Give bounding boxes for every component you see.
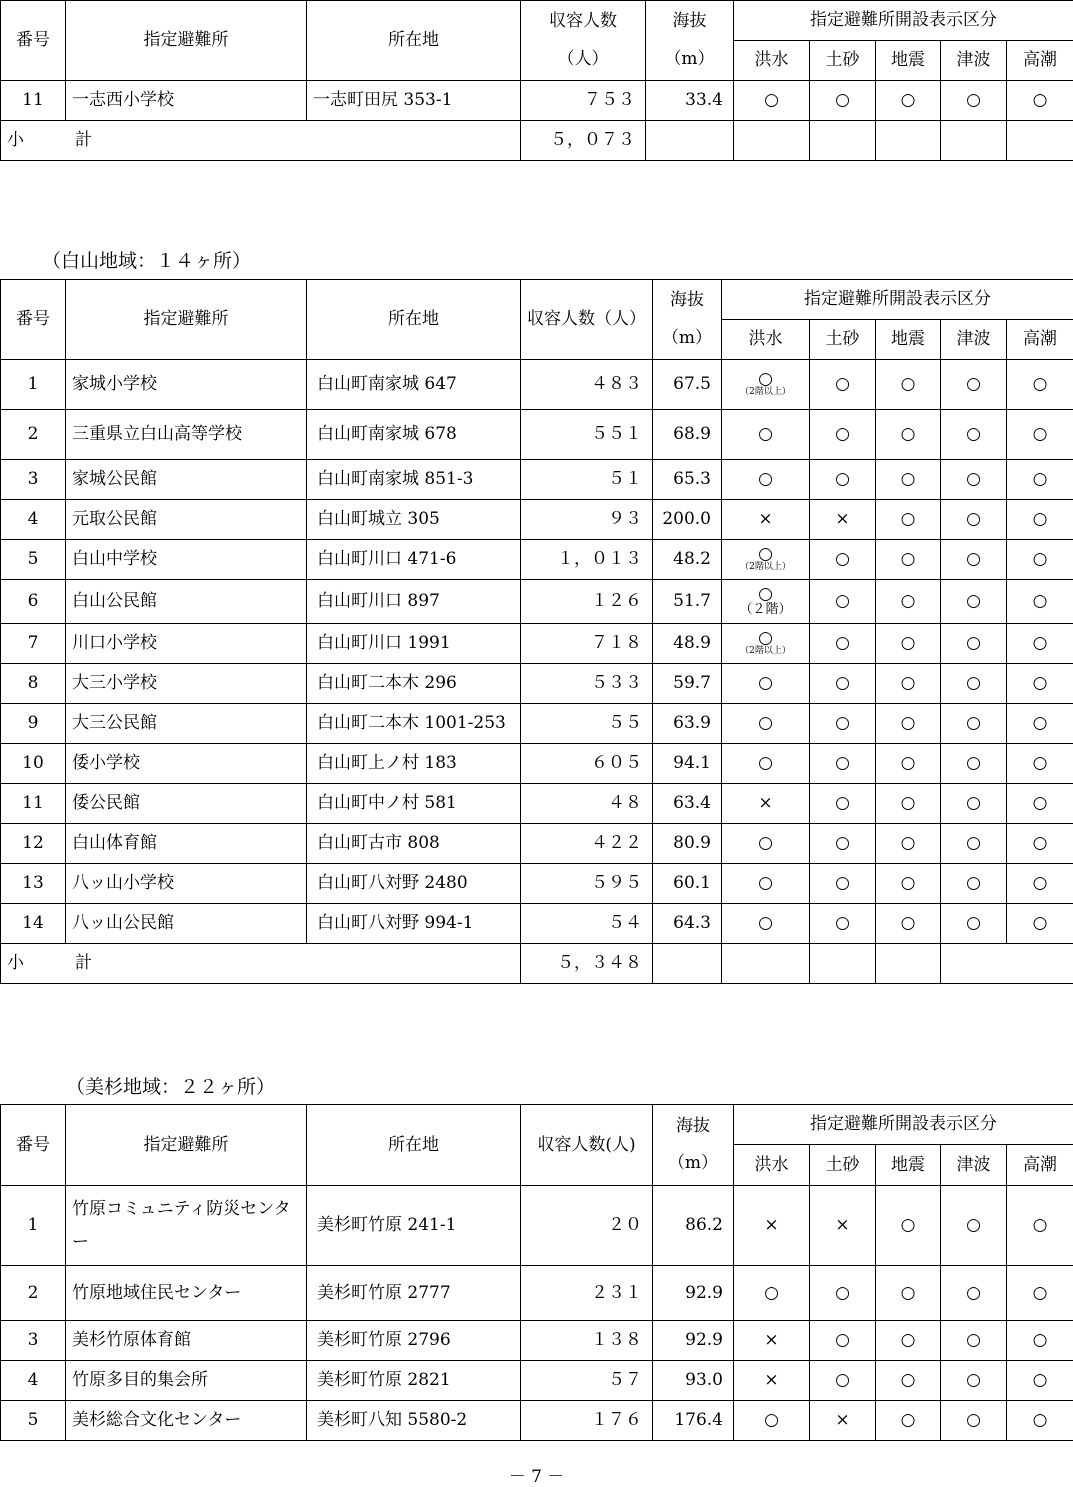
cell-surge: ○ bbox=[1007, 460, 1073, 500]
cell-tsunami: ○ bbox=[941, 1401, 1007, 1441]
cell-surge: ○ bbox=[1007, 904, 1073, 944]
cell-address: 白山町川口 471-6 bbox=[307, 540, 521, 580]
table-row bbox=[1, 664, 1073, 704]
flood-mark: ○ bbox=[728, 586, 803, 603]
cell-address: 白山町八対野 994-1 bbox=[307, 904, 521, 944]
page-number: － 7 － bbox=[0, 1462, 1073, 1487]
cell-altitude: 93.0 bbox=[653, 1361, 734, 1401]
cell-altitude: 176.4 bbox=[653, 1401, 734, 1441]
header-no: 番号 bbox=[1, 1105, 66, 1186]
cell-flood: ○ bbox=[722, 744, 810, 784]
cell-name: 竹原コミュニティ防災センター bbox=[66, 1186, 307, 1266]
cell-tsunami: ○ bbox=[941, 1186, 1007, 1266]
cell-capacity: ４８３ bbox=[521, 360, 653, 410]
cell-name: 竹原地域住民センター bbox=[66, 1266, 307, 1321]
table-row bbox=[1, 81, 1073, 121]
cell-address: 白山町二本木 296 bbox=[307, 664, 521, 704]
cell-flood: × bbox=[734, 1186, 810, 1266]
header-surge: 高潮 bbox=[1007, 320, 1073, 360]
header-altitude bbox=[653, 280, 722, 360]
cell-landslide: ○ bbox=[810, 580, 876, 624]
cell-flood: ○ bbox=[734, 81, 810, 121]
cell-name: 一志西小学校 bbox=[66, 81, 307, 121]
cell-earthquake: ○ bbox=[876, 81, 941, 121]
table-row bbox=[1, 360, 1073, 410]
cell-capacity: ４８ bbox=[521, 784, 653, 824]
cell-address: 白山町八対野 2480 bbox=[307, 864, 521, 904]
header-earthquake: 地震 bbox=[876, 320, 941, 360]
header-address: 所在地 bbox=[307, 1, 521, 81]
cell-landslide: ○ bbox=[810, 1266, 876, 1321]
cell-flood: ○ bbox=[734, 1266, 810, 1321]
cell-tsunami: ○ bbox=[941, 1266, 1007, 1321]
cell-address: 美杉町竹原 2796 bbox=[307, 1321, 521, 1361]
cell-landslide: ○ bbox=[810, 460, 876, 500]
cell-address: 白山町南家城 851-3 bbox=[307, 460, 521, 500]
header-surge: 高潮 bbox=[1007, 41, 1073, 81]
cell-earthquake: ○ bbox=[876, 904, 941, 944]
cell-earthquake: ○ bbox=[876, 664, 941, 704]
cell-earthquake: ○ bbox=[876, 864, 941, 904]
cell-no: 3 bbox=[1, 460, 66, 500]
cell-no: 3 bbox=[1, 1321, 66, 1361]
cell-altitude: 86.2 bbox=[653, 1186, 734, 1266]
cell-surge: ○ bbox=[1007, 1401, 1073, 1441]
cell-name: 美杉竹原体育館 bbox=[66, 1321, 307, 1361]
header-earthquake: 地震 bbox=[876, 1145, 941, 1186]
header-altitude bbox=[646, 1, 734, 81]
cell-surge: ○ bbox=[1007, 864, 1073, 904]
header-landslide: 土砂 bbox=[810, 320, 876, 360]
cell-tsunami: ○ bbox=[941, 864, 1007, 904]
header-shelter: 指定避難所 bbox=[66, 280, 307, 360]
table-row bbox=[1, 540, 1073, 580]
cell-no: 14 bbox=[1, 904, 66, 944]
cell-landslide: ○ bbox=[810, 904, 876, 944]
cell-surge: ○ bbox=[1007, 1361, 1073, 1401]
cell-altitude: 33.4 bbox=[646, 81, 734, 121]
table-row bbox=[1, 1186, 1073, 1266]
shelter-table-hakusan bbox=[0, 279, 1073, 984]
cell-tsunami: ○ bbox=[941, 360, 1007, 410]
cell-capacity: ５５ bbox=[521, 704, 653, 744]
cell-landslide: ○ bbox=[810, 664, 876, 704]
cell-surge: ○ bbox=[1007, 410, 1073, 460]
cell-altitude: 60.1 bbox=[653, 864, 722, 904]
cell-earthquake: ○ bbox=[876, 410, 941, 460]
cell-no: 9 bbox=[1, 704, 66, 744]
table-row bbox=[1, 1361, 1073, 1401]
header-landslide: 土砂 bbox=[810, 41, 876, 81]
flood-note: （2階以上） bbox=[728, 647, 803, 657]
cell-earthquake: ○ bbox=[876, 784, 941, 824]
cell-earthquake: ○ bbox=[876, 540, 941, 580]
table-row bbox=[1, 784, 1073, 824]
cell-earthquake: ○ bbox=[876, 1321, 941, 1361]
cell-altitude: 59.7 bbox=[653, 664, 722, 704]
cell-earthquake: ○ bbox=[876, 460, 941, 500]
header-altitude-line1: 海抜 bbox=[673, 11, 707, 31]
cell-earthquake: ○ bbox=[876, 580, 941, 624]
cell-flood: ○ bbox=[722, 904, 810, 944]
cell-address: 白山町古市 808 bbox=[307, 824, 521, 864]
cell-tsunami: ○ bbox=[941, 784, 1007, 824]
cell-no: 2 bbox=[1, 410, 66, 460]
subtotal-label: 小 計 bbox=[1, 121, 521, 161]
cell-name: 大三小学校 bbox=[66, 664, 307, 704]
cell-flood: × bbox=[722, 500, 810, 540]
table-row bbox=[1, 580, 1073, 624]
header-shelter: 指定避難所 bbox=[66, 1105, 307, 1186]
cell-flood: ○ bbox=[722, 824, 810, 864]
cell-no: 7 bbox=[1, 624, 66, 664]
cell-earthquake: ○ bbox=[876, 824, 941, 864]
header-category: 指定避難所開設表示区分 bbox=[722, 280, 1073, 320]
cell-flood: ○ bbox=[722, 704, 810, 744]
cell-tsunami: ○ bbox=[941, 664, 1007, 704]
cell-capacity: ５４ bbox=[521, 904, 653, 944]
header-tsunami: 津波 bbox=[941, 41, 1007, 81]
table-row bbox=[1, 410, 1073, 460]
cell-earthquake: ○ bbox=[876, 1401, 941, 1441]
flood-mark: ○ bbox=[728, 546, 803, 563]
cell-surge: ○ bbox=[1007, 1266, 1073, 1321]
cell-name: 倭公民館 bbox=[66, 784, 307, 824]
cell-landslide: ○ bbox=[810, 410, 876, 460]
cell-no: 13 bbox=[1, 864, 66, 904]
cell-no: 10 bbox=[1, 744, 66, 784]
shelter-table-ichishi bbox=[0, 0, 1073, 161]
flood-mark: ○ bbox=[728, 630, 803, 647]
cell-altitude: 67.5 bbox=[653, 360, 722, 410]
section-caption-hakusan: （白山地域：１４ヶ所） bbox=[42, 246, 251, 273]
cell-tsunami: ○ bbox=[941, 624, 1007, 664]
cell-altitude: 80.9 bbox=[653, 824, 722, 864]
cell-no: 11 bbox=[1, 784, 66, 824]
cell-tsunami: ○ bbox=[941, 500, 1007, 540]
cell-flood: ○ bbox=[722, 410, 810, 460]
header-capacity: 収容人数（人） bbox=[521, 280, 653, 360]
cell-surge: ○ bbox=[1007, 824, 1073, 864]
cell-tsunami: ○ bbox=[941, 540, 1007, 580]
cell-surge: ○ bbox=[1007, 360, 1073, 410]
cell-capacity: ２３１ bbox=[521, 1266, 653, 1321]
cell-address: 美杉町竹原 2777 bbox=[307, 1266, 521, 1321]
header-flood: 洪水 bbox=[734, 1145, 810, 1186]
cell-tsunami: ○ bbox=[941, 1361, 1007, 1401]
cell-no: 2 bbox=[1, 1266, 66, 1321]
cell-name: 家城小学校 bbox=[66, 360, 307, 410]
cell-flood bbox=[722, 624, 810, 664]
cell-no: 4 bbox=[1, 1361, 66, 1401]
cell-surge: ○ bbox=[1007, 540, 1073, 580]
cell-name: 八ッ山小学校 bbox=[66, 864, 307, 904]
cell-no: 12 bbox=[1, 824, 66, 864]
cell-earthquake: ○ bbox=[876, 1186, 941, 1266]
cell-surge: ○ bbox=[1007, 500, 1073, 540]
cell-address: 一志町田尻 353-1 bbox=[307, 81, 521, 121]
cell-capacity: １３８ bbox=[521, 1321, 653, 1361]
cell-address: 白山町中ノ村 581 bbox=[307, 784, 521, 824]
cell-altitude: 94.1 bbox=[653, 744, 722, 784]
cell-altitude: 51.7 bbox=[653, 580, 722, 624]
cell-address: 美杉町竹原 241-1 bbox=[307, 1186, 521, 1266]
section-caption-misugi: （美杉地域：２２ヶ所） bbox=[66, 1072, 275, 1099]
cell-landslide: ○ bbox=[810, 704, 876, 744]
cell-tsunami: ○ bbox=[941, 904, 1007, 944]
cell-surge: ○ bbox=[1007, 1321, 1073, 1361]
cell-capacity: ６０５ bbox=[521, 744, 653, 784]
table-row bbox=[1, 460, 1073, 500]
cell-landslide: ○ bbox=[810, 1321, 876, 1361]
cell-landslide: × bbox=[810, 1401, 876, 1441]
cell-capacity: ５９５ bbox=[521, 864, 653, 904]
cell-capacity: ９３ bbox=[521, 500, 653, 540]
cell-landslide: ○ bbox=[810, 540, 876, 580]
header-category: 指定避難所開設表示区分 bbox=[734, 1105, 1073, 1145]
cell-no: 6 bbox=[1, 580, 66, 624]
cell-tsunami: ○ bbox=[941, 460, 1007, 500]
cell-tsunami: ○ bbox=[941, 81, 1007, 121]
header-category: 指定避難所開設表示区分 bbox=[734, 1, 1073, 41]
cell-altitude: 63.9 bbox=[653, 704, 722, 744]
cell-surge: ○ bbox=[1007, 664, 1073, 704]
cell-capacity: ７５３ bbox=[521, 81, 646, 121]
cell-name: 八ッ山公民館 bbox=[66, 904, 307, 944]
cell-tsunami: ○ bbox=[941, 410, 1007, 460]
header-altitude-line1: 海抜 bbox=[676, 1116, 710, 1136]
cell-landslide: × bbox=[810, 500, 876, 540]
header-tsunami: 津波 bbox=[941, 320, 1007, 360]
cell-name: 三重県立白山高等学校 bbox=[66, 410, 307, 460]
cell-altitude: 64.3 bbox=[653, 904, 722, 944]
cell-surge: ○ bbox=[1007, 580, 1073, 624]
cell-landslide: ○ bbox=[810, 81, 876, 121]
cell-capacity: ５７ bbox=[521, 1361, 653, 1401]
cell-surge: ○ bbox=[1007, 744, 1073, 784]
cell-capacity: ５１ bbox=[521, 460, 653, 500]
cell-no: 11 bbox=[1, 81, 66, 121]
cell-surge: ○ bbox=[1007, 624, 1073, 664]
header-no: 番号 bbox=[1, 1, 66, 81]
table-row bbox=[1, 904, 1073, 944]
cell-no: 1 bbox=[1, 360, 66, 410]
cell-no: 8 bbox=[1, 664, 66, 704]
header-capacity-line1: 収容人数 bbox=[549, 11, 617, 31]
cell-name: 川口小学校 bbox=[66, 624, 307, 664]
cell-tsunami: ○ bbox=[941, 744, 1007, 784]
cell-no: 5 bbox=[1, 1401, 66, 1441]
cell-flood: × bbox=[734, 1321, 810, 1361]
cell-address: 白山町川口 1991 bbox=[307, 624, 521, 664]
cell-name: 大三公民館 bbox=[66, 704, 307, 744]
cell-altitude: 63.4 bbox=[653, 784, 722, 824]
cell-capacity: ４２２ bbox=[521, 824, 653, 864]
cell-flood: × bbox=[722, 784, 810, 824]
cell-altitude: 92.9 bbox=[653, 1266, 734, 1321]
header-earthquake: 地震 bbox=[876, 41, 941, 81]
cell-earthquake: ○ bbox=[876, 624, 941, 664]
cell-no: 5 bbox=[1, 540, 66, 580]
cell-altitude: 92.9 bbox=[653, 1321, 734, 1361]
cell-capacity: ５５１ bbox=[521, 410, 653, 460]
header-landslide: 土砂 bbox=[810, 1145, 876, 1186]
header-capacity bbox=[521, 1, 646, 81]
cell-altitude: 200.0 bbox=[653, 500, 722, 540]
cell-flood: × bbox=[734, 1361, 810, 1401]
cell-altitude: 48.2 bbox=[653, 540, 722, 580]
cell-flood bbox=[722, 540, 810, 580]
cell-tsunami: ○ bbox=[941, 704, 1007, 744]
cell-name: 白山体育館 bbox=[66, 824, 307, 864]
header-no: 番号 bbox=[1, 280, 66, 360]
cell-name: 白山公民館 bbox=[66, 580, 307, 624]
cell-altitude: 65.3 bbox=[653, 460, 722, 500]
cell-earthquake: ○ bbox=[876, 704, 941, 744]
shelter-table-misugi bbox=[0, 1104, 1073, 1441]
cell-capacity: １２６ bbox=[521, 580, 653, 624]
cell-tsunami: ○ bbox=[941, 1321, 1007, 1361]
cell-no: 4 bbox=[1, 500, 66, 540]
cell-capacity: １，０１３ bbox=[521, 540, 653, 580]
cell-flood: ○ bbox=[722, 664, 810, 704]
cell-capacity: １７６ bbox=[521, 1401, 653, 1441]
cell-name: 白山中学校 bbox=[66, 540, 307, 580]
table-row bbox=[1, 1266, 1073, 1321]
subtotal-row bbox=[1, 121, 1073, 161]
header-address: 所在地 bbox=[307, 280, 521, 360]
cell-landslide: ○ bbox=[810, 1361, 876, 1401]
table-row bbox=[1, 1401, 1073, 1441]
table-row bbox=[1, 500, 1073, 540]
cell-flood: ○ bbox=[722, 864, 810, 904]
header-altitude-line2: （m） bbox=[662, 328, 712, 348]
cell-surge: ○ bbox=[1007, 81, 1073, 121]
cell-altitude: 68.9 bbox=[653, 410, 722, 460]
cell-earthquake: ○ bbox=[876, 360, 941, 410]
cell-address: 白山町上ノ村 183 bbox=[307, 744, 521, 784]
cell-name: 家城公民館 bbox=[66, 460, 307, 500]
cell-address: 白山町二本木 1001-253 bbox=[307, 704, 521, 744]
subtotal-value: ５，３４８ bbox=[521, 944, 653, 984]
cell-landslide: × bbox=[810, 1186, 876, 1266]
header-surge: 高潮 bbox=[1007, 1145, 1073, 1186]
cell-surge: ○ bbox=[1007, 1186, 1073, 1266]
cell-earthquake: ○ bbox=[876, 500, 941, 540]
cell-flood bbox=[722, 360, 810, 410]
header-altitude bbox=[653, 1105, 734, 1186]
cell-flood: ○ bbox=[722, 460, 810, 500]
cell-surge: ○ bbox=[1007, 784, 1073, 824]
header-address: 所在地 bbox=[307, 1105, 521, 1186]
cell-tsunami: ○ bbox=[941, 580, 1007, 624]
cell-name: 倭小学校 bbox=[66, 744, 307, 784]
cell-address: 美杉町竹原 2821 bbox=[307, 1361, 521, 1401]
cell-name: 元取公民館 bbox=[66, 500, 307, 540]
table-row bbox=[1, 1321, 1073, 1361]
cell-earthquake: ○ bbox=[876, 1266, 941, 1321]
cell-capacity: ７１８ bbox=[521, 624, 653, 664]
cell-flood bbox=[722, 580, 810, 624]
subtotal-label: 小 計 bbox=[1, 944, 521, 984]
cell-name: 竹原多目的集会所 bbox=[66, 1361, 307, 1401]
cell-capacity: ５３３ bbox=[521, 664, 653, 704]
cell-landslide: ○ bbox=[810, 360, 876, 410]
subtotal-value: ５，０７３ bbox=[521, 121, 646, 161]
cell-tsunami: ○ bbox=[941, 824, 1007, 864]
header-capacity: 収容人数(人) bbox=[521, 1105, 653, 1186]
table-row bbox=[1, 704, 1073, 744]
header-altitude-line1: 海抜 bbox=[670, 290, 704, 310]
subtotal-row bbox=[1, 944, 1073, 984]
table-row bbox=[1, 864, 1073, 904]
table-row bbox=[1, 624, 1073, 664]
header-altitude-line2: （m） bbox=[664, 49, 714, 69]
cell-address: 白山町南家城 647 bbox=[307, 360, 521, 410]
cell-landslide: ○ bbox=[810, 624, 876, 664]
cell-address: 白山町南家城 678 bbox=[307, 410, 521, 460]
cell-landslide: ○ bbox=[810, 784, 876, 824]
cell-surge: ○ bbox=[1007, 704, 1073, 744]
cell-altitude: 48.9 bbox=[653, 624, 722, 664]
cell-landslide: ○ bbox=[810, 864, 876, 904]
header-shelter: 指定避難所 bbox=[66, 1, 307, 81]
cell-no: 1 bbox=[1, 1186, 66, 1266]
flood-note: （2階以上） bbox=[728, 563, 803, 573]
cell-earthquake: ○ bbox=[876, 1361, 941, 1401]
flood-note: （2階以上） bbox=[728, 388, 803, 398]
flood-note: （２階） bbox=[728, 603, 803, 617]
cell-name: 美杉総合文化センター bbox=[66, 1401, 307, 1441]
cell-flood: ○ bbox=[734, 1401, 810, 1441]
flood-mark: ○ bbox=[728, 371, 803, 388]
cell-landslide: ○ bbox=[810, 824, 876, 864]
cell-earthquake: ○ bbox=[876, 744, 941, 784]
table-row bbox=[1, 824, 1073, 864]
header-altitude-line2: （m） bbox=[668, 1153, 718, 1173]
cell-address: 美杉町八知 5580-2 bbox=[307, 1401, 521, 1441]
cell-capacity: ２０ bbox=[521, 1186, 653, 1266]
header-tsunami: 津波 bbox=[941, 1145, 1007, 1186]
cell-address: 白山町城立 305 bbox=[307, 500, 521, 540]
cell-landslide: ○ bbox=[810, 744, 876, 784]
header-flood: 洪水 bbox=[722, 320, 810, 360]
header-flood: 洪水 bbox=[734, 41, 810, 81]
table-row bbox=[1, 744, 1073, 784]
cell-address: 白山町川口 897 bbox=[307, 580, 521, 624]
header-capacity-line2: （人） bbox=[558, 49, 609, 69]
